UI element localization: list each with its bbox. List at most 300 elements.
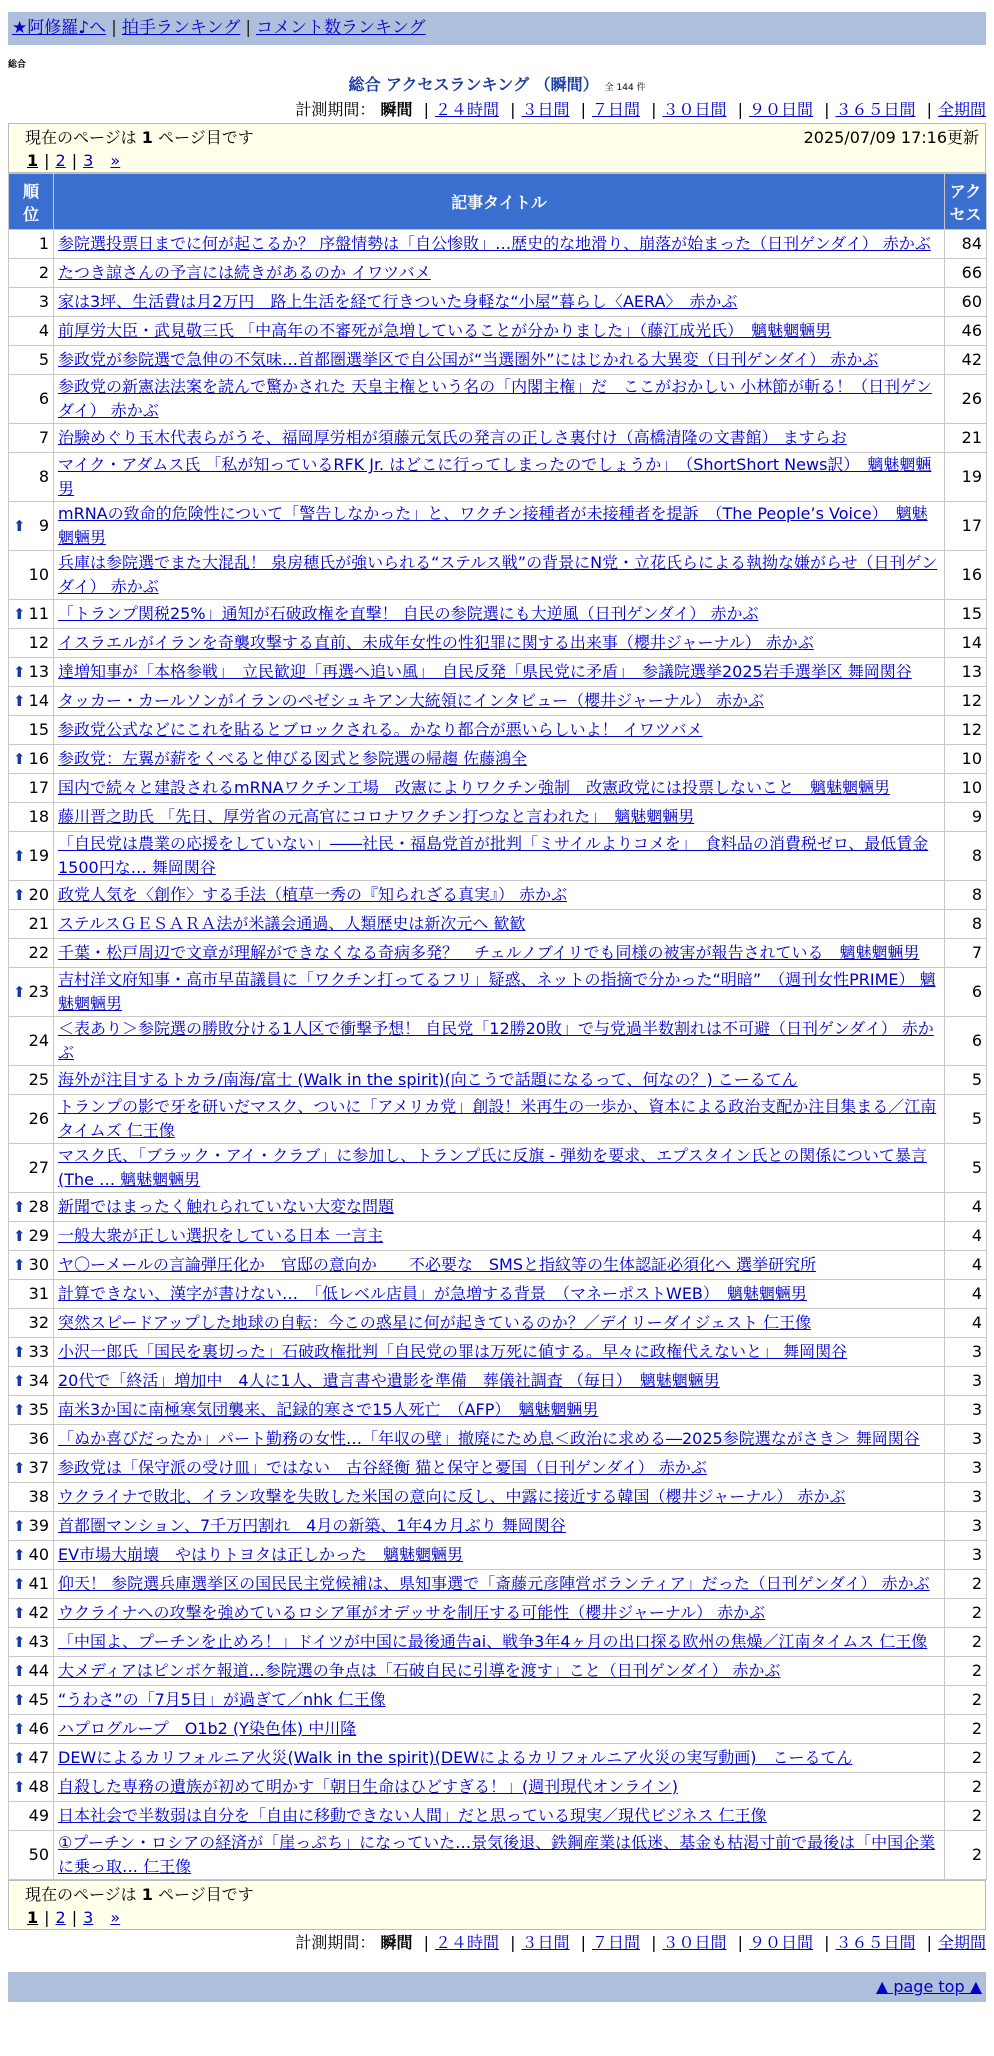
title-cell [54,1396,945,1425]
table-row [9,803,987,832]
pager-page-1: 1 [27,151,39,170]
access-count: 19 [945,453,987,502]
article-link[interactable]: 小沢一郎氏「国民を裏切った」石破政権批判「自民党の罪は万死に値する。早々に政権代えないと」 舞岡関谷 [58,1342,848,1361]
table-row [9,1599,987,1628]
title-cell [54,424,945,453]
rank-cell [9,1483,54,1512]
rank-cell [9,1686,54,1715]
rank-number: 27 [28,1158,49,1177]
article-link[interactable]: 参政党は「保守派の受け皿」ではない 古谷経衡 猫と保守と憂国（日刊ゲンダイ） 赤かぶ [58,1458,707,1477]
rank-number: 43 [28,1632,49,1651]
article-link[interactable]: 参政党公式などにこれを貼るとブロックされる。かなり都合が悪いらしいよ！ イワツバメ [58,720,703,739]
rank-number: 3 [38,292,49,311]
rank-cell [9,1831,54,1880]
nav-link-comment-ranking[interactable]: コメント数ランキング [256,18,426,38]
article-link[interactable]: 参政党が参院選で急伸の不気味…首都圏選挙区で自公国が“当選圏外”にはじかれる大異変（日刊ゲンダイ） 赤かぶ [58,350,879,369]
rank-up-arrow-icon: ⬆ [13,1372,26,1390]
rank-number: 11 [28,604,49,623]
access-count: 4 [945,1251,987,1280]
article-link[interactable]: トランプの影で牙を研いだマスク、ついに「アメリカ党」創設！米再生の一歩か、資本による政治支配か注目集まる／江南タイムズ 仁王像 [58,1097,937,1140]
article-link[interactable]: 前厚労大臣・武見敬三氏 「中高年の不審死が急増していることが分かりました」（藤江成光氏） 魑魅魍魎男 [58,321,832,340]
rank-cell [9,1095,54,1144]
access-count: 3 [945,1367,987,1396]
access-count: 3 [945,1483,987,1512]
title-cell [54,716,945,745]
period-label: 計測期間： [295,100,376,119]
table-row [9,1773,987,1802]
pager-page-2[interactable]: 2 [55,151,66,170]
rank-number: 50 [28,1845,49,1864]
rank-number: 7 [38,428,49,447]
period-link-24h[interactable]: ２４時間 [434,100,499,119]
rank-up-arrow-icon: ⬆ [13,983,26,1001]
period-selector-top: 計測期間： 瞬間 | ２４時間 | ３日間 | ７日間 | ３０日間 | ９０日間 | ３６５日間 | 全期間 [295,100,986,119]
title-cell [54,453,945,502]
period-link-30d[interactable]: ３０日間 [662,100,727,119]
article-link[interactable]: 「中国よ、プーチンを止めろ！」ドイツが中国に最後通告ai、戦争3年4ヶ月の出口探る欧州の焦燥／江南タイムス 仁王像 [58,1632,928,1651]
title-cell [54,1222,945,1251]
period-link-7d[interactable]: ７日間 [591,1933,640,1952]
rank-cell [9,1280,54,1309]
rank-number: 22 [28,943,49,962]
article-link[interactable]: 国内で続々と建設されるmRNAワクチン工場 改憲によりワクチン強制 改憲政党には投票しないこと 魑魅魍魎男 [58,778,891,797]
rank-number: 8 [38,467,49,486]
article-link[interactable]: 参院選投票日までに何が起こるか？ 序盤情勢は「自公惨敗」…歴史的な地滑り、崩落が始まった（日刊ゲンダイ） 赤かぶ [58,234,931,253]
title-cell [54,346,945,375]
table-row [9,1628,987,1657]
table-row [9,658,987,687]
rank-cell [9,881,54,910]
access-count: 2 [945,1570,987,1599]
rank-cell [9,1338,54,1367]
article-link[interactable]: 一般大衆が正しい選択をしている日本 一言主 [58,1226,384,1245]
rank-number: 17 [28,778,49,797]
article-link[interactable]: 藤川晋之助氏 「先日、厚労省の元高官にコロナワクチン打つなと言われた」 魑魅魍魎男 [58,807,695,826]
header-rank: 順位 [9,174,54,230]
period-selector-bottom: 計測期間： 瞬間 | ２４時間 | ３日間 | ７日間 | ３０日間 | ９０日間 | ３６５日間 | 全期間 [295,1933,986,1952]
rank-number: 31 [28,1284,49,1303]
title-cell [54,1017,945,1066]
rank-up-arrow-icon: ⬆ [13,1720,26,1738]
title-cell [54,1193,945,1222]
table-row [9,881,987,910]
pager-next[interactable]: » [110,1908,121,1927]
pager-page-2[interactable]: 2 [55,1908,66,1927]
rank-number: 21 [28,914,49,933]
access-count: 5 [945,1144,987,1193]
table-row [9,551,987,600]
rank-number: 32 [28,1313,49,1332]
period-link-all[interactable]: 全期間 [937,1933,986,1952]
access-count: 12 [945,687,987,716]
table-row [9,1017,987,1066]
rank-cell [9,1251,54,1280]
table-row [9,375,987,424]
article-link[interactable]: 参政党：左翼が薪をくべると伸びる図式と参院選の帰趨 佐藤鴻全 [58,749,528,768]
rank-number: 39 [28,1516,49,1535]
title-cell [54,502,945,551]
rank-cell [9,1512,54,1541]
article-link[interactable]: 兵庫は参院選でまた大混乱！ 泉房穂氏が強いられる“ステルス戦”の背景にN党・立花氏らによる執拗な嫌がらせ（日刊ゲンダイ） 赤かぶ [58,553,938,596]
pager-page-3[interactable]: 3 [83,151,94,170]
table-row [9,1483,987,1512]
period-link-24h[interactable]: ２４時間 [434,1933,499,1952]
rank-number: 20 [28,885,49,904]
rank-cell [9,803,54,832]
rank-number: 38 [28,1487,49,1506]
table-row [9,832,987,881]
access-count: 17 [945,502,987,551]
access-count: 2 [945,1628,987,1657]
rank-number: 34 [28,1371,49,1390]
access-count: 6 [945,968,987,1017]
table-row [9,600,987,629]
rank-up-arrow-icon: ⬆ [13,692,26,710]
rank-number: 35 [28,1400,49,1419]
rank-cell [9,1802,54,1831]
rank-number: 4 [38,321,49,340]
rank-up-arrow-icon: ⬆ [13,517,26,535]
table-row [9,745,987,774]
access-count: 42 [945,346,987,375]
article-link[interactable]: 「ぬか喜びだったか」パート勤務の女性…「年収の壁」撤廃にため息＜政治に求める―2025参院選ながさき＞ 舞岡関谷 [58,1429,920,1448]
table-row [9,939,987,968]
rank-cell [9,1193,54,1222]
rank-number: 45 [28,1690,49,1709]
table-row [9,1367,987,1396]
rank-number: 18 [28,807,49,826]
article-link[interactable]: 仰天！ 参院選兵庫選挙区の国民民主党候補は、県知事選で「斎藤元彦陣営ボランティア」だった（日刊ゲンダイ） 赤かぶ [58,1574,930,1593]
rank-number: 30 [28,1255,49,1274]
access-count: 9 [945,803,987,832]
rank-up-arrow-icon: ⬆ [13,605,26,623]
access-count: 8 [945,910,987,939]
title-cell [54,1309,945,1338]
rank-up-arrow-icon: ⬆ [13,847,26,865]
period-link-90d[interactable]: ９０日間 [748,1933,813,1952]
access-count: 3 [945,1512,987,1541]
table-row [9,1454,987,1483]
article-link[interactable]: 海外が注目するトカラ/南海/富士 (Walk in the spirit)(向こうで話題になるって、何なの？) こーるてん [58,1070,798,1089]
rank-up-arrow-icon: ⬆ [13,1662,26,1680]
header-access: アクセス [945,174,987,230]
rank-cell [9,502,54,551]
title-cell [54,259,945,288]
period-current: 瞬間 [380,1933,413,1952]
title-cell [54,1144,945,1193]
rank-up-arrow-icon: ⬆ [13,1256,26,1274]
title-cell [54,687,945,716]
title-cell [54,600,945,629]
rank-number: 37 [28,1458,49,1477]
access-count: 2 [945,1831,987,1880]
table-row [9,910,987,939]
access-count: 2 [945,1773,987,1802]
table-row [9,1222,987,1251]
rank-cell [9,1744,54,1773]
article-link[interactable]: 家は3坪、生活費は月2万円 路上生活を経て行きついた身軽な“小屋”暮らし〈AERA〉 赤かぶ [58,292,738,311]
nav-separator: | [245,18,252,38]
table-row [9,968,987,1017]
nav-separator: | [111,18,117,38]
rank-cell [9,600,54,629]
rank-cell [9,1628,54,1657]
article-link[interactable]: ＜表あり＞参院選の勝敗分ける1人区で衝撃予想！ 自民党「12勝20敗」で与党過半数割れは不可避（日刊ゲンダイ） 赤かぶ [58,1019,934,1062]
article-link[interactable]: 達増知事が「本格参戦」 立民歓迎「再選へ追い風」 自民反発「県民党に矛盾」 参議院選挙2025岩手選挙区 舞岡関谷 [58,662,912,681]
access-count: 16 [945,551,987,600]
article-link[interactable]: 治験めぐり玉木代表らがうそ、福岡厚労相が須藤元気氏の発言の正しさ裏付け（高橋清隆の文書館） ますらお [58,428,847,447]
access-count: 3 [945,1396,987,1425]
article-link[interactable]: タッカー・カールソンがイランのペゼシュキアン大統領にインタビュー（櫻井ジャーナル） 赤かぶ [58,691,765,710]
title-cell [54,939,945,968]
article-link[interactable]: ウクライナで敗北、イラン攻撃を失敗した米国の意向に反し、中露に接近する韓国（櫻井ジャーナル） 赤かぶ [58,1487,846,1506]
rank-cell [9,939,54,968]
access-count: 8 [945,832,987,881]
title-cell [54,1338,945,1367]
article-link[interactable]: EV市場大崩壊 やはりトヨタは正しかった 魑魅魍魎男 [58,1545,464,1564]
title-cell [54,881,945,910]
rank-up-arrow-icon: ⬆ [13,1633,26,1651]
pager-top: 現在のページは 1 ページ目です 2025/07/09 17:16更新 1 | 2 | 3 » [8,123,986,173]
title-cell [54,1802,945,1831]
access-count: 26 [945,375,987,424]
article-link[interactable]: 千葉・松戸周辺で文章が理解ができなくなる奇病多発？ チェルノブイリでも同様の被害が報告されている 魑魅魍魎男 [58,943,920,962]
category-label: 総合 [8,60,27,70]
access-count: 2 [945,1657,987,1686]
access-count: 46 [945,317,987,346]
pager-status: 現在のページは 1 ページ目です [25,128,254,147]
rank-number: 46 [28,1719,49,1738]
access-count: 4 [945,1193,987,1222]
title-cell [54,774,945,803]
title-cell [54,1425,945,1454]
rank-number: 29 [28,1226,49,1245]
rank-number: 48 [28,1777,49,1796]
title-cell [54,1744,945,1773]
rank-cell [9,1066,54,1095]
access-count: 10 [945,745,987,774]
table-row [9,230,987,259]
nav-link-clap-ranking[interactable]: 拍手ランキング [121,18,241,38]
header-title: 記事タイトル [54,174,945,230]
rank-cell [9,453,54,502]
title-cell [54,629,945,658]
rank-cell [9,1773,54,1802]
article-link[interactable]: イスラエルがイランを奇襲攻撃する直前、未成年女性の性犯罪に関する出来事（櫻井ジャーナル） 赤かぶ [58,633,814,652]
title-cell [54,230,945,259]
table-row [9,1657,987,1686]
title-cell [54,968,945,1017]
access-count: 10 [945,774,987,803]
rank-up-arrow-icon: ⬆ [13,1546,26,1564]
title-cell [54,1251,945,1280]
article-link[interactable]: ウクライナへの攻撃を強めているロシア軍がオデッサを制圧する可能性（櫻井ジャーナル） 赤かぶ [58,1603,766,1622]
rank-up-arrow-icon: ⬆ [13,1343,26,1361]
table-row [9,288,987,317]
article-link[interactable]: 自殺した専務の遺族が初めて明かす「朝日生命はひどすぎる！」(週刊現代オンライン) [58,1777,679,1796]
rank-number: 41 [28,1574,49,1593]
title-cell [54,1066,945,1095]
article-link[interactable]: 南米3か国に南極寒気団襲来、記録的寒さで15人死亡 （AFP） 魑魅魍魎男 [58,1400,599,1419]
title-cell [54,1541,945,1570]
title-cell [54,1657,945,1686]
article-link[interactable]: 政党人気を〈創作〉する手法（植草一秀の『知られざる真実』） 赤かぶ [58,885,568,904]
rank-cell [9,288,54,317]
pager-next[interactable]: » [110,151,121,170]
title-cell [54,375,945,424]
pager-page-3[interactable]: 3 [83,1908,94,1927]
period-link-7d[interactable]: ７日間 [591,100,640,119]
period-link-90d[interactable]: ９０日間 [748,100,813,119]
title-cell [54,1512,945,1541]
access-count: 21 [945,424,987,453]
period-current: 瞬間 [380,100,413,119]
footer-bar [8,1972,986,2002]
article-link[interactable]: ①プーチン・ロシアの経済が「崖っぷち」になっていた…景気後退、鉄鋼産業は低迷、基金も枯渇寸前で最後は「中国企業に乗っ取… 仁王像 [58,1833,936,1876]
period-label: 計測期間： [295,1933,376,1952]
access-count: 14 [945,629,987,658]
nav-link-asyura[interactable]: ★阿修羅♪へ [12,18,107,38]
rank-cell [9,1541,54,1570]
rank-number: 25 [28,1070,49,1089]
table-row [9,1396,987,1425]
table-row [9,1193,987,1222]
rank-number: 44 [28,1661,49,1680]
access-count: 15 [945,600,987,629]
title-cell [54,317,945,346]
rank-number: 40 [28,1545,49,1564]
article-link[interactable]: 「トランプ関税25%」通知が石破政権を直撃！ 自民の参院選にも大逆風（日刊ゲンダイ） 赤かぶ [58,604,759,623]
table-row [9,629,987,658]
table-row [9,1144,987,1193]
table-row [9,346,987,375]
title-cell [54,1483,945,1512]
article-link[interactable]: ステルスＧＥＳＡＲＡ法が米議会通過、人類歴史は新次元へ 歓歓 [58,914,526,933]
rank-cell [9,687,54,716]
table-row [9,687,987,716]
rank-number: 12 [28,633,49,652]
rank-number: 36 [28,1429,49,1448]
rank-number: 26 [28,1109,49,1128]
access-count: 5 [945,1066,987,1095]
title-cell [54,1773,945,1802]
article-link[interactable]: ヤ〇ーメールの言論弾圧化か 官邸の意向か 不必要な SMSと指紋等の生体認証必須化へ 選挙研究所 [58,1255,817,1274]
article-link[interactable]: 20代で「終活」増加中 4人に1人、遺言書や遺影を準備 葬儀社調査 （毎日） 魑魅魍魎男 [58,1371,720,1390]
article-link[interactable]: 参政党の新憲法法案を読んで驚かされた 天皇主権という名の「内閣主権」だ ここがおかしい 小林節が斬る！（日刊ゲンダイ） 赤かぶ [58,377,932,420]
rank-cell [9,259,54,288]
table-row [9,259,987,288]
table-row [9,502,987,551]
article-link[interactable]: 吉村洋文府知事・高市早苗議員に「ワクチン打ってるフリ」疑惑、ネットの指摘で分かった“明暗” （週刊女性PRIME） 魑魅魍魎男 [58,970,936,1013]
article-link[interactable]: 突然スピードアップした地球の自転：今この惑星に何が起きているのか？／デイリーダイジェスト 仁王像 [58,1313,812,1332]
rank-number: 14 [28,691,49,710]
access-count: 2 [945,1744,987,1773]
rank-cell [9,629,54,658]
rank-cell [9,658,54,687]
table-row [9,1280,987,1309]
access-count: 3 [945,1541,987,1570]
access-count: 84 [945,230,987,259]
title-cell [54,910,945,939]
rank-cell [9,774,54,803]
table-row [9,453,987,502]
period-link-3d[interactable]: ３日間 [521,100,570,119]
rank-cell [9,1425,54,1454]
rank-number: 19 [28,846,49,865]
table-row [9,774,987,803]
rank-cell [9,1367,54,1396]
period-link-all[interactable]: 全期間 [937,100,986,119]
rank-number: 28 [28,1197,49,1216]
article-link[interactable]: マスク氏、「ブラック・アイ・クラブ」に参加し、トランプ氏に反旗 - 弾劾を要求、エプスタイン氏との関係について暴言 (The … 魑魅魍魎男 [58,1146,927,1189]
rank-number: 9 [38,516,49,535]
article-link[interactable]: “うわさ”の「7月5日」が過ぎて／nhk 仁王像 [58,1690,386,1709]
period-link-365d[interactable]: ３６５日間 [835,100,916,119]
rank-cell [9,1017,54,1066]
rank-cell [9,832,54,881]
article-link[interactable]: たつき諒さんの予言には続きがあるのか イワツバメ [58,263,431,282]
article-link[interactable]: ハプログループ O1b2 (Y染色体) 中川隆 [58,1719,357,1738]
rank-up-arrow-icon: ⬆ [13,1227,26,1245]
article-link[interactable]: 日本社会で半数弱は自分を「自由に移動できない人間」だと思っている現実／現代ビジネス 仁王像 [58,1806,767,1825]
rank-cell [9,1309,54,1338]
rank-cell [9,1144,54,1193]
title-cell [54,1095,945,1144]
access-count: 8 [945,881,987,910]
article-link[interactable]: 新聞ではまったく触れられていない大変な問題 [58,1197,395,1216]
rank-up-arrow-icon: ⬆ [13,1459,26,1477]
article-link[interactable]: 計算できない、漢字が書けない… 「低レベル店員」が急増する背景 （マネーポストWEB） 魑魅魍魎男 [58,1284,807,1303]
table-row [9,1512,987,1541]
rank-up-arrow-icon: ⬆ [13,1749,26,1767]
rank-number: 5 [38,350,49,369]
rank-number: 23 [28,982,49,1001]
rank-cell [9,968,54,1017]
table-row [9,1095,987,1144]
table-row [9,1570,987,1599]
title-cell [54,1599,945,1628]
page-top-link[interactable]: ▲ page top ▲ [875,1977,982,1996]
rank-cell [9,424,54,453]
access-count: 7 [945,939,987,968]
article-link[interactable]: DEWによるカリフォルニア火災(Walk in the spirit)(DEWによるカリフォルニア火災の実写動画) こーるてん [58,1748,853,1767]
article-link[interactable]: マイク・アダムス氏 「私が知っているRFK Jr. はどこに行ってしまったのでしょうか」 （ShortShort News訳） 魑魅魍魎男 [58,455,932,498]
title-cell [54,551,945,600]
ranking-table [8,173,987,1880]
article-link[interactable]: mRNAの致命的危険性について「警告しなかった」と、ワクチン接種者が未接種者を提訴 （The People’s Voice） 魑魅魍魎男 [58,504,928,547]
top-nav [8,12,986,45]
period-link-30d[interactable]: ３０日間 [662,1933,727,1952]
article-link[interactable]: 首都圏マンション、7千万円割れ 4月の新築、1年4カ月ぶり 舞岡関谷 [58,1516,566,1535]
page-title: 総合 アクセスランキング （瞬間） [348,75,599,94]
article-link[interactable]: 「自民党は農業の応援をしていない」――社民・福島党首が批判「ミサイルよりコメを」 食料品の消費税ゼロ、最低賃金1500円な… 舞岡関谷 [58,834,929,877]
period-link-365d[interactable]: ３６５日間 [835,1933,916,1952]
period-link-3d[interactable]: ３日間 [521,1933,570,1952]
access-count: 60 [945,288,987,317]
article-link[interactable]: 大メディアはピンボケ報道…参院選の争点は「石破自民に引導を渡す」こと（日刊ゲンダイ） 赤かぶ [58,1661,781,1680]
rank-cell [9,551,54,600]
rank-number: 24 [28,1031,49,1050]
rank-cell [9,716,54,745]
rank-up-arrow-icon: ⬆ [13,1401,26,1419]
rank-up-arrow-icon: ⬆ [13,886,26,904]
rank-cell [9,1599,54,1628]
rank-number: 49 [28,1806,49,1825]
rank-cell [9,317,54,346]
title-cell [54,803,945,832]
title-cell [54,1280,945,1309]
access-count: 2 [945,1686,987,1715]
